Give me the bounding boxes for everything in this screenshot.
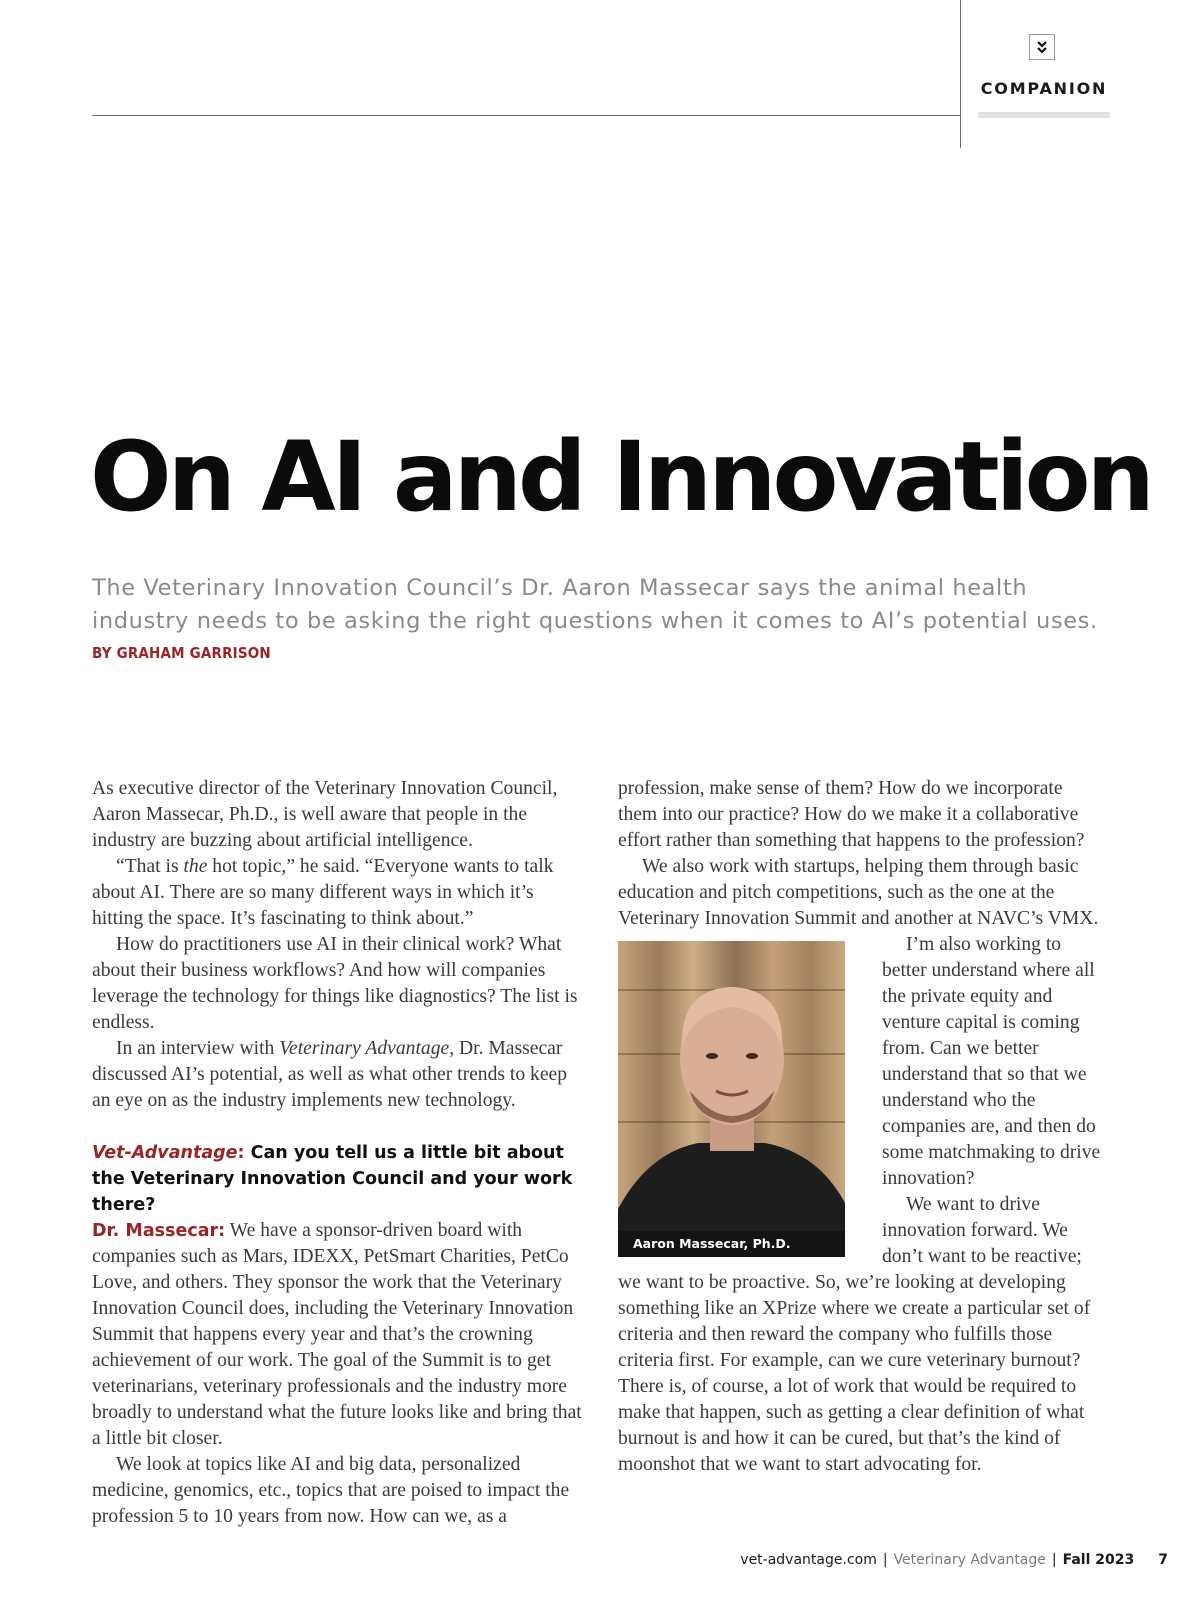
portrait-illustration bbox=[618, 941, 845, 1257]
header-rule bbox=[92, 115, 960, 116]
double-chevron-down-icon[interactable] bbox=[1029, 34, 1055, 60]
interview-answer: We look at topics like AI and big data, personalized medicine, genomics, etc., topics that are poised to impact the profession 5 to 10 years from now. How can we, as a bbox=[92, 1454, 570, 1527]
intro-paragraph: In an interview with Veterinary Advantage, Dr. Massecar discussed AI’s potential, as well as what other trends to keep an eye on as the industry implements new technology. bbox=[92, 1038, 568, 1111]
interview-question: Vet-Advantage: Can you tell us a little bit about the Veterinary Innovation Council and your work there? bbox=[92, 1143, 573, 1215]
speaker-label: Dr. Massecar: bbox=[92, 1221, 226, 1241]
author-photo bbox=[618, 941, 845, 1257]
issue-label: Fall 2023 bbox=[1062, 1552, 1135, 1568]
interview-answer: Dr. Massecar: We have a sponsor-driven board with companies such as Mars, IDEXX, PetSmart Charities, PetCo Love, and others. They sponsor the work that the Veterinary Innovation Council does, including the Veterinary Innovation Summit that happens every year and that’s the crowning achievement of our work. The goal of the Summit is to get veterinarians, veterinary professionals and the industry more broadly to understand what the future looks like and bring that a little bit closer. bbox=[92, 1220, 582, 1449]
article-title: On AI and Innovation bbox=[90, 421, 1151, 533]
article-deck: The Veterinary Innovation Council’s Dr. Aaron Massecar says the animal health industry needs to be asking the right questions when it comes to AI’s potential uses. bbox=[92, 575, 1098, 634]
page-footer: vet-advantage.com | Veterinary Advantage | Fall 2023 7 bbox=[740, 1552, 1168, 1568]
interview-answer: profession, make sense of them? How do we incorporate them into our practice? How do we make it a collaborative effort rather than something that happens to the profession? bbox=[618, 778, 1085, 851]
site-link[interactable]: vet-advantage.com bbox=[740, 1552, 877, 1568]
section-label: COMPANION bbox=[980, 79, 1108, 98]
interview-answer: I’m also working to better understand where all the private equity and venture capital is coming from. Can we better understand that so that we understand who the companies are, and then do some matchmaking to drive innovation? bbox=[882, 934, 1101, 1189]
left-column bbox=[92, 776, 582, 1530]
interview-answer: We want to drive innovation forward. We don’t want to be reactive; we want to be proactive. So, we’re looking at developing something like an XPrize where we create a particular set of criteria and then reward the company who fulfills those criteria first. For example, can we cure veterinary burnout? There is, of course, a lot of work that would be required to make that happen, such as getting a clear definition of what burnout is and how it can be cured, but that’s the kind of moonshot that we want to start advocating for. bbox=[618, 1194, 1091, 1475]
page-number: 7 bbox=[1158, 1552, 1168, 1568]
intro-paragraph: As executive director of the Veterinary Innovation Council, Aaron Massecar, Ph.D., is well aware that people in the industry are buzzing about artificial intelligence. bbox=[92, 778, 558, 851]
interview-answer: We also work with startups, helping them through basic education and pitch competitions, such as the one at the Veterinary Innovation Summit and another at NAVC’s VMX. bbox=[618, 856, 1099, 929]
header-divider bbox=[960, 0, 961, 148]
byline: BY GRAHAM GARRISON bbox=[92, 644, 271, 662]
right-column bbox=[618, 776, 1106, 1478]
publication-name: Veterinary Advantage bbox=[893, 1552, 1046, 1568]
intro-paragraph: “That is the hot topic,” he said. “Everyone wants to talk about AI. There are so many different ways in which it’s hitting the space. It’s fascinating to think about.” bbox=[92, 856, 554, 929]
photo-caption: Aaron Massecar, Ph.D. bbox=[618, 1231, 845, 1257]
intro-paragraph: How do practitioners use AI in their clinical work? What about their business workflows? And how will companies leverage the technology for things like diagnostics? The list is endless. bbox=[92, 934, 578, 1033]
section-underline bbox=[978, 112, 1110, 118]
